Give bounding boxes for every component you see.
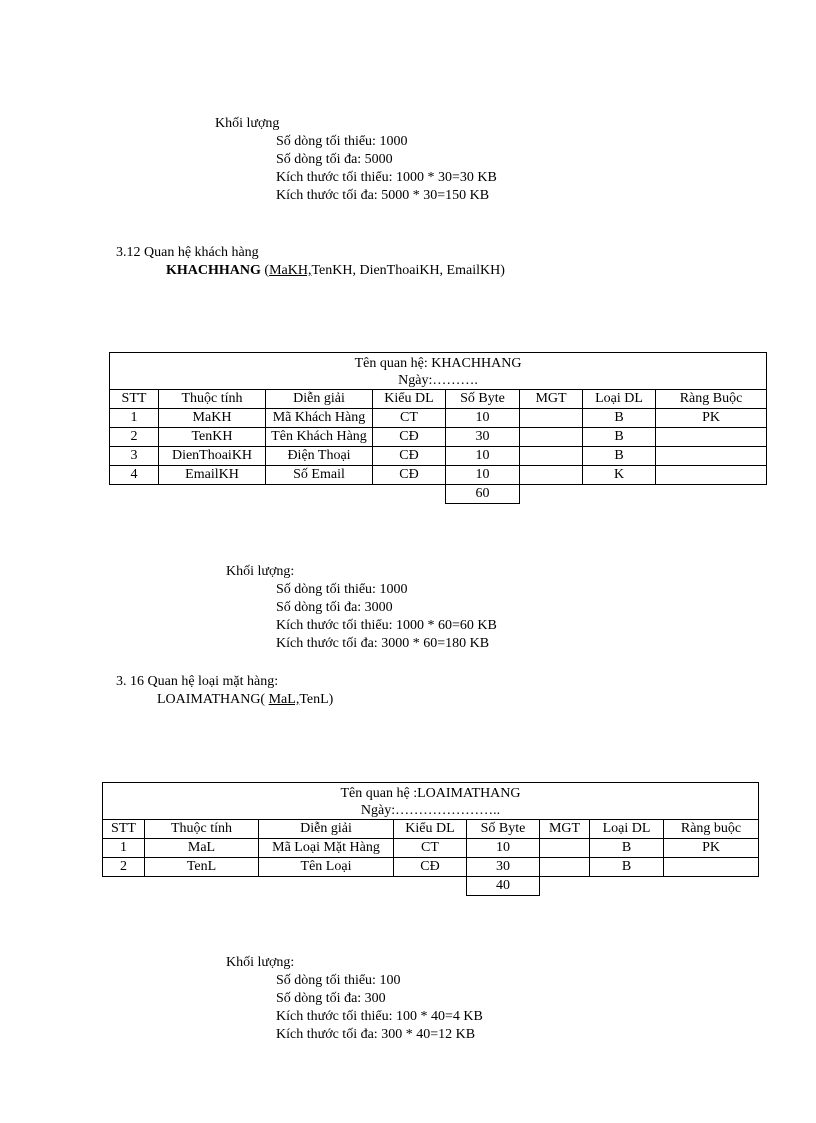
relation-table-khachhang bbox=[109, 352, 767, 504]
relation-name: KHACHHANG bbox=[166, 263, 261, 278]
volume-line: Số dòng tối đa: 300 bbox=[276, 991, 386, 1006]
cell: B bbox=[590, 839, 664, 858]
cell: CĐ bbox=[373, 447, 446, 466]
byte-total: 60 bbox=[446, 485, 520, 504]
cell: 30 bbox=[446, 428, 520, 447]
cell: MaKH bbox=[159, 409, 266, 428]
cell: 10 bbox=[446, 409, 520, 428]
header-cell: Loại DL bbox=[583, 390, 656, 409]
volume-line: Số dòng tối đa: 3000 bbox=[276, 600, 393, 615]
table-total-row bbox=[103, 877, 759, 896]
header-cell: STT bbox=[110, 390, 159, 409]
table-row bbox=[103, 858, 759, 877]
cell: PK bbox=[656, 409, 767, 428]
header-cell: Diễn giải bbox=[259, 820, 394, 839]
header-cell: STT bbox=[103, 820, 145, 839]
volume-line: Kích thước tối đa: 5000 * 30=150 KB bbox=[276, 188, 490, 203]
cell: EmailKH bbox=[159, 466, 266, 485]
section-heading: 3. 16 Quan hệ loại mặt hàng: bbox=[116, 674, 279, 689]
cell bbox=[656, 447, 767, 466]
cell: TenKH bbox=[159, 428, 266, 447]
volume-line: Kích thước tối thiểu: 100 * 40=4 KB bbox=[276, 1009, 483, 1024]
cell: Điện Thoại bbox=[266, 447, 373, 466]
cell: Mã Khách Hàng bbox=[266, 409, 373, 428]
cell bbox=[520, 409, 583, 428]
schema-attributes: TenKH, DienThoaiKH, EmailKH) bbox=[311, 263, 505, 278]
table-header-row bbox=[110, 390, 767, 409]
relation-schema bbox=[166, 262, 505, 280]
header-cell: Kiểu DL bbox=[394, 820, 467, 839]
header-cell: Diễn giải bbox=[266, 390, 373, 409]
table-header-row bbox=[103, 820, 759, 839]
cell bbox=[656, 428, 767, 447]
header-cell: MGT bbox=[520, 390, 583, 409]
volume-line: Kích thước tối đa: 3000 * 60=180 KB bbox=[276, 636, 490, 651]
header-cell: Số Byte bbox=[446, 390, 520, 409]
volume-line: Số dòng tối thiểu: 100 bbox=[276, 973, 401, 988]
cell bbox=[656, 466, 767, 485]
table-row bbox=[110, 428, 767, 447]
cell: CT bbox=[394, 839, 467, 858]
cell: 1 bbox=[103, 839, 145, 858]
cell: K bbox=[583, 466, 656, 485]
cell: CĐ bbox=[373, 466, 446, 485]
header-cell: Thuộc tính bbox=[145, 820, 259, 839]
header-cell: Loại DL bbox=[590, 820, 664, 839]
volume-line: Số dòng tối thiểu: 1000 bbox=[276, 134, 408, 149]
cell: PK bbox=[664, 839, 759, 858]
volume-line: Kích thước tối đa: 300 * 40=12 KB bbox=[276, 1027, 476, 1042]
cell: 10 bbox=[446, 447, 520, 466]
relation-table-loaimathang bbox=[102, 782, 759, 896]
cell: B bbox=[590, 858, 664, 877]
table-title-cell bbox=[110, 353, 767, 390]
cell: Tên Khách Hàng bbox=[266, 428, 373, 447]
cell: B bbox=[583, 409, 656, 428]
cell: 10 bbox=[467, 839, 540, 858]
cell: 10 bbox=[446, 466, 520, 485]
volume-line: Kích thước tối thiểu: 1000 * 30=30 KB bbox=[276, 170, 497, 185]
header-cell: Thuộc tính bbox=[159, 390, 266, 409]
header-cell: Ràng Buộc bbox=[656, 390, 767, 409]
table-date: Ngày:………………….. bbox=[360, 803, 501, 818]
volume-heading: Khối lượng: bbox=[226, 564, 295, 579]
header-cell: Ràng buộc bbox=[664, 820, 759, 839]
cell: Tên Loại bbox=[259, 858, 394, 877]
volume-heading: Khối lượng: bbox=[226, 955, 295, 970]
cell: CĐ bbox=[373, 428, 446, 447]
header-cell: Kiểu DL bbox=[373, 390, 446, 409]
cell: B bbox=[583, 428, 656, 447]
cell: 4 bbox=[110, 466, 159, 485]
relation-schema bbox=[157, 691, 333, 709]
cell bbox=[520, 447, 583, 466]
volume-line: Số dòng tối đa: 5000 bbox=[276, 152, 393, 167]
cell: B bbox=[583, 447, 656, 466]
volume-line: Số dòng tối thiểu: 1000 bbox=[276, 582, 408, 597]
primary-key: MaKH, bbox=[269, 263, 312, 278]
cell bbox=[520, 428, 583, 447]
schema-open: ( bbox=[260, 263, 270, 278]
cell: CĐ bbox=[394, 858, 467, 877]
cell: 2 bbox=[103, 858, 145, 877]
relation-name: LOAIMATHANG( bbox=[157, 692, 269, 707]
section-heading: 3.12 Quan hệ khách hàng bbox=[116, 245, 259, 260]
table-date: Ngày:………. bbox=[398, 373, 478, 388]
schema-attributes: TenL) bbox=[299, 692, 334, 707]
cell: TenL bbox=[145, 858, 259, 877]
cell: 3 bbox=[110, 447, 159, 466]
volume-line: Kích thước tối thiểu: 1000 * 60=60 KB bbox=[276, 618, 497, 633]
cell: 2 bbox=[110, 428, 159, 447]
table-row bbox=[110, 466, 767, 485]
cell bbox=[540, 858, 590, 877]
table-row bbox=[110, 447, 767, 466]
table-title: Tên quan hệ: KHACHHANG bbox=[354, 356, 522, 371]
cell: MaL bbox=[145, 839, 259, 858]
cell bbox=[664, 858, 759, 877]
cell: CT bbox=[373, 409, 446, 428]
primary-key: MaL, bbox=[268, 692, 300, 707]
header-cell: MGT bbox=[540, 820, 590, 839]
byte-total: 40 bbox=[467, 877, 540, 896]
cell: 1 bbox=[110, 409, 159, 428]
table-title-cell bbox=[103, 783, 759, 820]
table-row bbox=[103, 839, 759, 858]
cell: Số Email bbox=[266, 466, 373, 485]
cell: 30 bbox=[467, 858, 540, 877]
cell: DienThoaiKH bbox=[159, 447, 266, 466]
cell bbox=[520, 466, 583, 485]
table-row bbox=[110, 409, 767, 428]
volume-heading: Khối lượng bbox=[215, 116, 280, 131]
header-cell: Số Byte bbox=[467, 820, 540, 839]
cell: Mã Loại Mặt Hàng bbox=[259, 839, 394, 858]
table-total-row bbox=[110, 485, 767, 504]
table-title: Tên quan hệ :LOAIMATHANG bbox=[340, 786, 521, 801]
cell bbox=[540, 839, 590, 858]
